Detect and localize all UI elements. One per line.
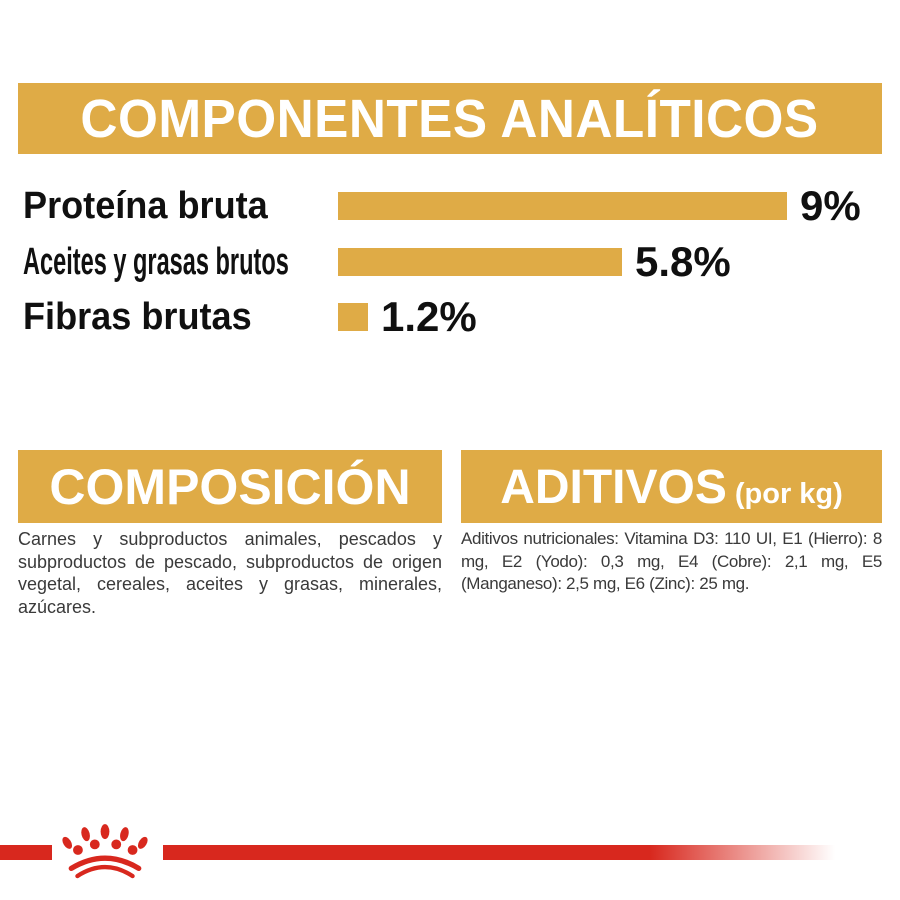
fats-bar-track [338,240,731,284]
analytical-row-fibre [0,295,900,339]
composition-body: Carnes y subproductos animales, pescados y subproductos de pescado, subproductos de origen vegetal, cereales, aceites y grasas, minerales, azúcares. [18,529,442,617]
footer-stripe-left [0,845,52,860]
additives-body: Aditivos nutricionales: Vitamina D3: 110 UI, E1 (Hierro): 8 mg, E2 (Yodo): 0,3 mg, E4 (Cobre): 2,1 mg, E5 (Manganeso): 2,5 mg, E6 (Zinc): 25 mg. [461,529,882,593]
fibre-bar-track [338,295,477,339]
analytical-row-protein [0,184,900,228]
protein-label: Proteína bruta [23,185,268,227]
protein-bar-track [338,184,861,228]
composition-banner [18,450,442,523]
analytical-components-title: COMPONENTES ANALÍTICOS [80,88,820,149]
additives-banner [461,450,882,523]
protein-value: 9% [800,182,861,229]
royal-canin-crown-icon [57,820,153,880]
composition-title: COMPOSICIÓN [49,458,411,515]
analytical-row-fats [0,240,900,284]
fats-value: 5.8% [635,238,731,285]
footer-stripe-right-fade [163,845,900,860]
fibre-bar [338,303,368,331]
analytical-components-banner [18,83,882,154]
additives-per-kg-suffix: (por kg) [734,478,843,510]
fibre-value: 1.2% [381,293,477,340]
fats-label: Aceites y grasas brutos [23,241,289,283]
fats-bar [338,248,622,276]
additives-title: ADITIVOS [500,461,727,514]
protein-bar [338,192,787,220]
fibre-label: Fibras brutas [23,296,252,338]
